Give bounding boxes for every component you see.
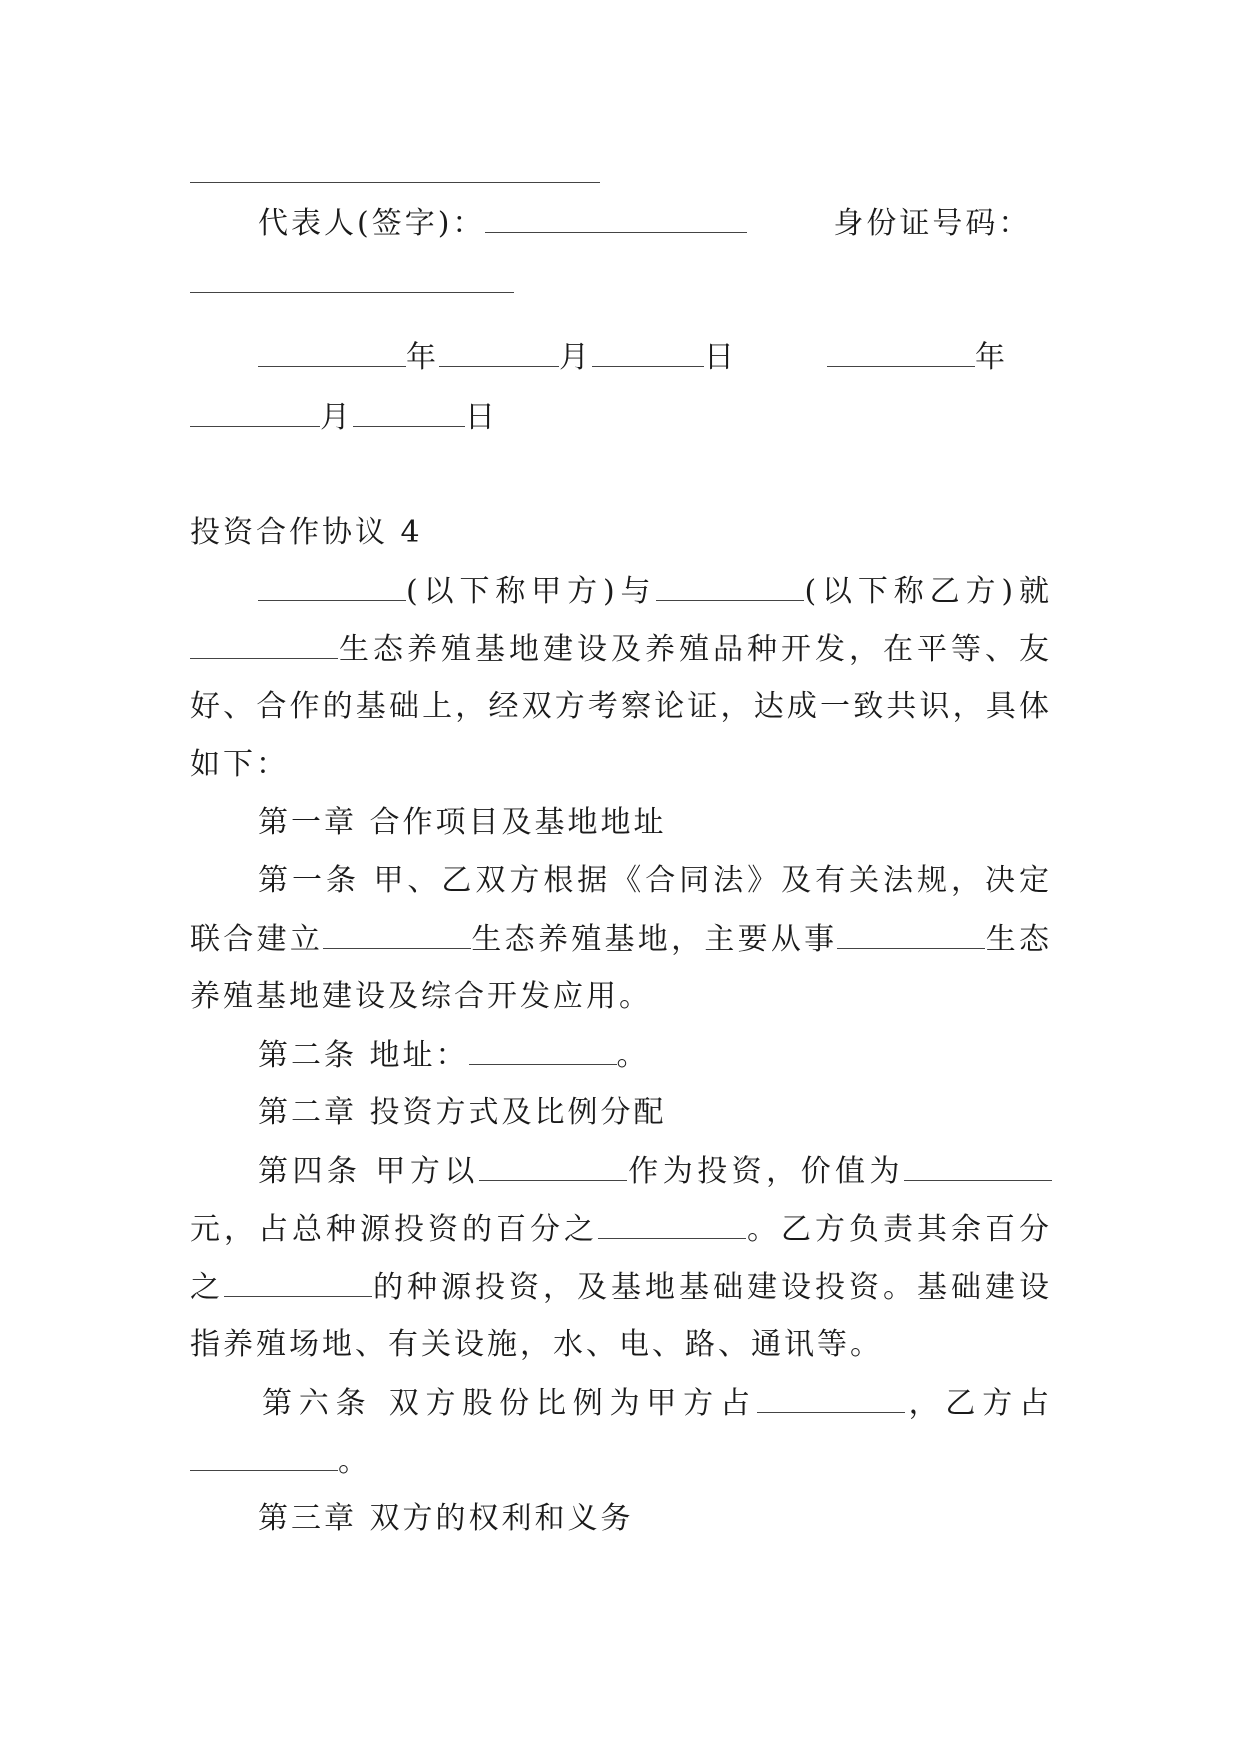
id-number-row <box>190 262 1052 305</box>
day-blank <box>592 336 704 367</box>
article-text: 。 <box>616 1038 650 1073</box>
article-text: 生态养殖基地，主要从事 <box>471 922 838 957</box>
rep-signature-blank <box>485 202 747 233</box>
section-title: 投资合作协议 4 <box>190 515 423 550</box>
share-b-blank <box>190 1440 338 1471</box>
article-text: 。 <box>338 1444 371 1479</box>
percent-blank-2 <box>224 1266 372 1297</box>
signature-line-top <box>190 152 1052 195</box>
paragraph-line <box>190 628 1052 671</box>
business-blank <box>837 918 985 949</box>
year-blank-2 <box>827 336 975 367</box>
chapter-heading: 第二章 投资方式及比例分配 <box>258 1095 667 1130</box>
paragraph-line: 好、合作的基础上，经双方考察论证，达成一致共识，具体 <box>190 689 1052 724</box>
share-a-blank <box>757 1382 905 1413</box>
article-text: 第六条 双方股份比例为甲方占 <box>262 1386 757 1421</box>
month-label: 月 <box>559 340 592 375</box>
base-blank <box>323 918 471 949</box>
percent-blank <box>598 1208 746 1239</box>
article-line <box>190 1208 1052 1251</box>
day-blank-2 <box>353 396 465 427</box>
value-blank <box>904 1150 1052 1181</box>
article-text: 。乙方负责其余百分 <box>746 1212 1052 1247</box>
address-blank <box>469 1034 617 1065</box>
id-number-blank <box>190 262 514 293</box>
article-text: 生态 <box>985 922 1053 957</box>
month-blank-2 <box>190 396 320 427</box>
base-name-blank <box>190 628 338 659</box>
id-number-label: 身份证号码： <box>833 206 1032 241</box>
article-text: 联合建立 <box>190 922 324 957</box>
paragraph-line: 如下： <box>190 747 289 782</box>
day-label: 日 <box>704 340 737 375</box>
article-line <box>258 1034 1120 1077</box>
rep-signature-label: 代表人(签字)： <box>258 206 486 241</box>
month-blank <box>439 336 559 367</box>
investment-blank <box>479 1150 627 1181</box>
chapter-heading: 第一章 合作项目及基地地址 <box>258 805 667 840</box>
article-text: 之 <box>190 1270 224 1305</box>
article-line <box>190 1266 1052 1309</box>
article-text: 第二条 地址： <box>258 1038 469 1073</box>
date-row-2 <box>190 396 1052 439</box>
year-label-2: 年 <box>975 340 1008 375</box>
article-line <box>190 918 1052 961</box>
article-line <box>190 1440 1052 1483</box>
article-line <box>258 1150 1052 1193</box>
article-line <box>262 1382 1052 1425</box>
article-text: 第四条 甲方以 <box>258 1154 479 1189</box>
year-label: 年 <box>406 340 439 375</box>
blank-field <box>190 152 600 183</box>
year-blank <box>258 336 406 367</box>
chapter-heading: 第三章 双方的权利和义务 <box>258 1501 634 1536</box>
paragraph-line <box>258 570 1052 613</box>
article-text: 作为投资，价值为 <box>626 1154 904 1189</box>
paragraph-text: 生态养殖基地建设及养殖品种开发，在平等、友 <box>338 632 1052 667</box>
paragraph-text: (以下称乙方)就 <box>804 574 1052 609</box>
article-text: ，乙方占 <box>904 1386 1052 1421</box>
article-line: 养殖基地建设及综合开发应用。 <box>190 979 652 1014</box>
date-row <box>258 336 1052 379</box>
article-line: 指养殖场地、有关设施，水、电、路、通讯等。 <box>190 1327 883 1362</box>
signature-row <box>258 202 1052 245</box>
party-a-blank <box>258 570 406 601</box>
paragraph-text: (以下称甲方)与 <box>406 574 657 609</box>
article-text: 元，占总种源投资的百分之 <box>190 1212 598 1247</box>
article-text: 的种源投资，及基地基础建设投资。基础建设 <box>372 1270 1052 1305</box>
party-b-blank <box>656 570 804 601</box>
article-line: 第一条 甲、乙双方根据《合同法》及有关法规，决定 <box>258 863 1052 898</box>
month-label-2: 月 <box>320 400 353 435</box>
day-label-2: 日 <box>465 400 498 435</box>
